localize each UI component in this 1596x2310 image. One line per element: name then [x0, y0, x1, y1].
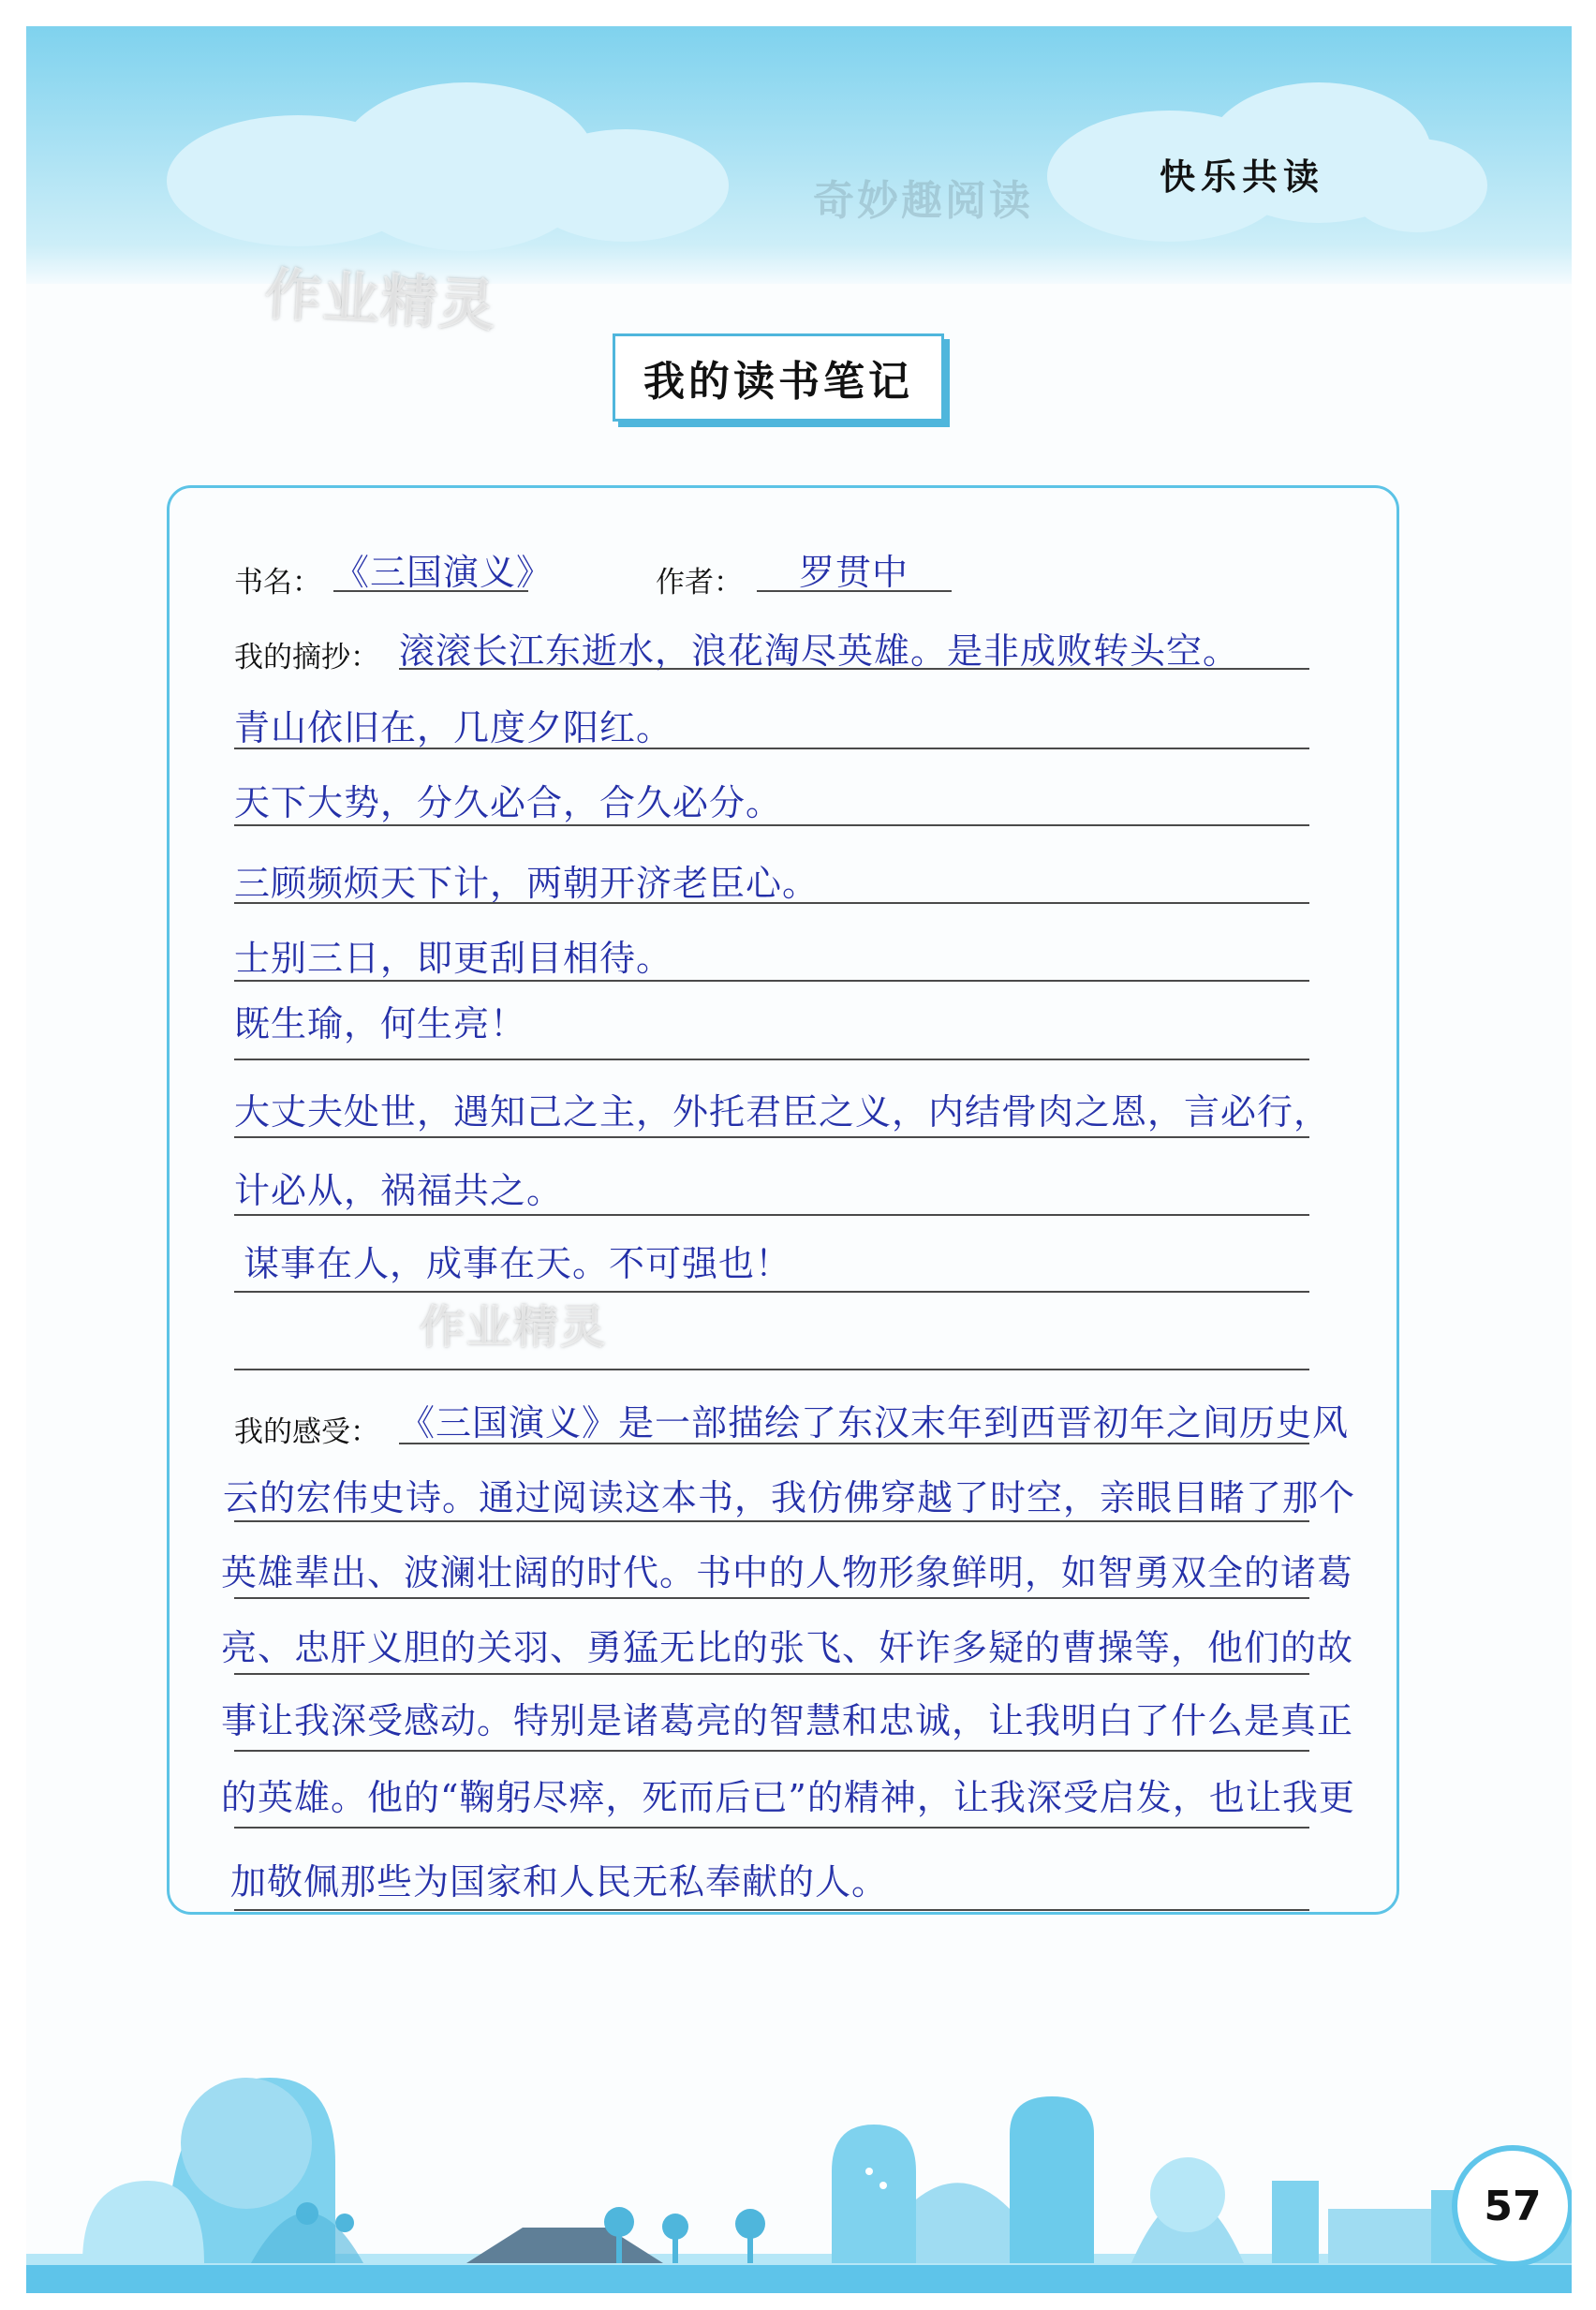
writing-line [234, 1136, 1309, 1138]
excerpt-line: 青山依旧在，几度夕阳红。 [234, 707, 673, 748]
book-label: 书名： [234, 566, 321, 600]
footer-scenery [26, 2021, 1572, 2293]
page-title-box [613, 333, 944, 422]
excerpt-line: 三顾频烦天下计，两朝开济老臣心。 [234, 863, 820, 904]
section-label: 快乐共读 [1160, 156, 1325, 198]
feeling-line: 亮、忠肝义胆的关羽、勇猛无比的张飞、奸诈多疑的曹操等，他们的故 [221, 1627, 1354, 1668]
writing-line [234, 1520, 1309, 1522]
writing-line [234, 1059, 1309, 1060]
excerpt-line: 计必从，祸福共之。 [234, 1170, 564, 1211]
workbook-page [26, 26, 1572, 2293]
page-number-badge [1452, 2145, 1572, 2267]
writing-line [399, 668, 1309, 670]
excerpt-label: 我的摘抄： [234, 641, 379, 674]
feeling-line: 的英雄。他的“鞠躬尽瘁，死而后已”的精神，让我深受启发，也让我更 [221, 1777, 1355, 1818]
excerpt-line: 滚滚长江东逝水，浪花淘尽英雄。是非成败转头空。 [399, 630, 1240, 672]
author-underline [757, 590, 952, 592]
writing-line [234, 1673, 1309, 1675]
writing-line [234, 1597, 1309, 1599]
author-value: 罗贯中 [799, 552, 909, 593]
feeling-line: 《三国演义》是一部描绘了东汉末年到西晋初年之间历史风 [399, 1402, 1350, 1444]
sky-banner [26, 26, 1572, 284]
feeling-line: 英雄辈出、波澜壮阔的时代。书中的人物形象鲜明，如智勇双全的诸葛 [221, 1552, 1354, 1593]
excerpt-line: 大丈夫处世，遇知己之主，外托君臣之义，内结骨肉之恩，言必行， [234, 1091, 1331, 1133]
writing-line [234, 1369, 1309, 1370]
writing-line [234, 980, 1309, 982]
book-value: 《三国演义》 [333, 552, 554, 593]
faint-section-title: 奇妙趣阅读 [813, 177, 1033, 225]
writing-line [234, 1827, 1309, 1829]
excerpt-line: 既生瑜，何生亮！ [234, 1003, 527, 1044]
feeling-label: 我的感受： [234, 1415, 379, 1449]
excerpt-line: 士别三日，即更刮目相待。 [234, 938, 673, 979]
excerpt-line: 谋事在人，成事在天。不可强也！ [244, 1243, 792, 1284]
writing-line [234, 1214, 1309, 1216]
writing-line [234, 1909, 1309, 1911]
writing-line [234, 748, 1309, 749]
author-label: 作者： [656, 566, 743, 600]
writing-line [234, 824, 1309, 826]
page-title: 我的读书笔记 [643, 358, 913, 406]
watermark-logo: 作业精灵 [263, 261, 499, 340]
cloud-decoration [523, 129, 729, 242]
feeling-line: 事让我深受感动。特别是诸葛亮的智慧和忠诚，让我明白了什么是真正 [221, 1700, 1354, 1741]
writing-line [399, 1443, 1309, 1444]
book-underline [333, 590, 528, 592]
watermark-logo: 作业精灵 [420, 1301, 608, 1354]
excerpt-line: 天下大势，分久必合，合久必分。 [234, 782, 783, 823]
writing-line [234, 1750, 1309, 1752]
feeling-line: 加敬佩那些为国家和人民无私奉献的人。 [230, 1861, 889, 1903]
writing-line [234, 1291, 1309, 1293]
writing-line [234, 902, 1309, 904]
cloud-decoration [1347, 139, 1487, 232]
feeling-line: 云的宏伟史诗。通过阅读这本书，我仿佛穿越了时空，亲眼目睹了那个 [223, 1477, 1356, 1518]
page-number: 57 [1484, 2182, 1542, 2230]
